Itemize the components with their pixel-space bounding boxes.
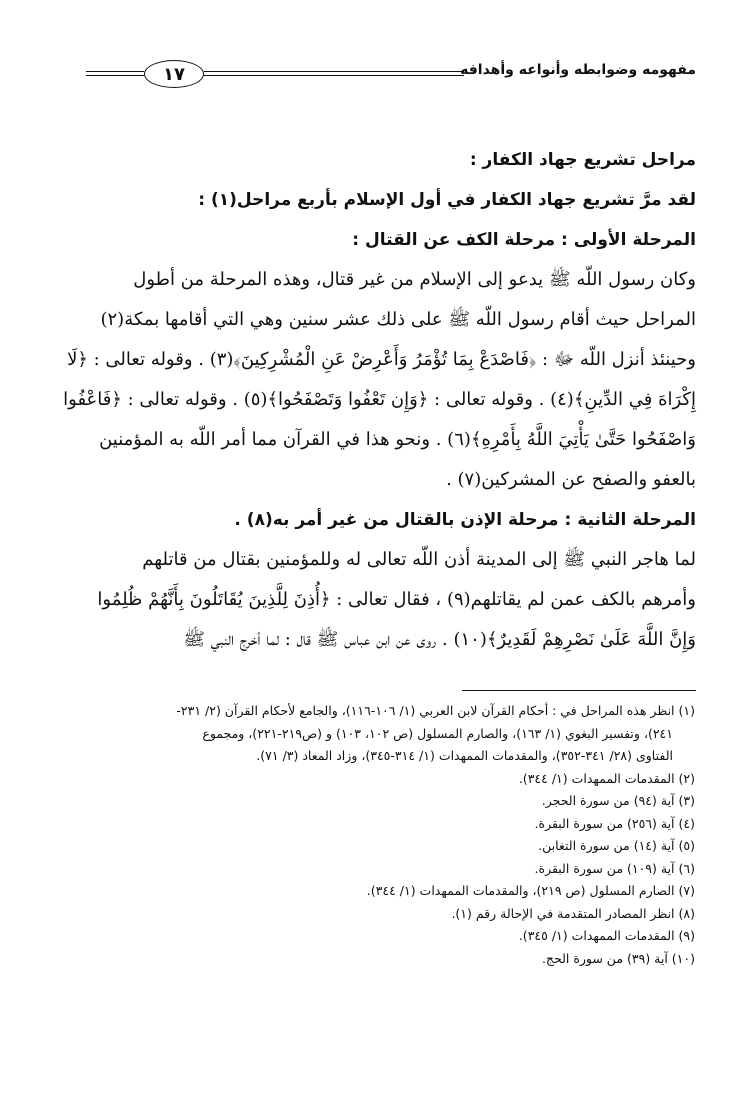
paragraph-line: وَاصْفَحُوا حَتَّىٰ يَأْتِيَ اللَّهُ بِأَمْرِهِ﴾(٦) . ونحو هذا في القرآن مما أمر اللّه به المؤمنين	[99, 429, 696, 450]
paragraph-line: وأمرهم بالكف عمن لم يقاتلهم(٩) ، فقال تعالى : ﴿أُذِنَ لِلَّذِينَ يُقَاتَلُونَ بِأَنَّهُمْ ظُلِمُوا	[97, 589, 696, 610]
footnote-continuation: الفتاوى (٢٨/ ٣٤١-٣٥٢)، والمقدمات الممهدات (١/ ٣١٤-٣٤٥)، وزاد المعاد (٣/ ٧١).	[256, 748, 673, 763]
paragraph-line: المراحل حيث أقام رسول اللّه ﷺ على ذلك عشر سنين وهي التي أقامها بمكة(٢)	[100, 309, 696, 330]
header-rule-left	[86, 71, 144, 76]
footnote-continuation: ٢٤١)، وتفسير البغوي (١/ ١٦٣)، والصارم المسلول (ص ١٠٢، ١٠٣) و (ص٢١٩-٢٢١)، ومجموع	[202, 725, 673, 741]
footnote-separator	[462, 690, 696, 691]
footnote: (٢) المقدمات الممهدات (١/ ٣٤٤).	[518, 770, 695, 786]
paragraph-line: وكان رسول اللّه ﷺ يدعو إلى الإسلام من غير قتال، وهذه المرحلة من أطول	[133, 269, 696, 290]
running-title: مفهومه وضوابطه وأنواعه وأهدافه	[460, 62, 696, 78]
main-text	[63, 140, 696, 660]
running-header	[86, 60, 696, 100]
footnote: (٥) آية (١٤) من سورة التغابن.	[538, 838, 695, 853]
paragraph-line: بالعفو والصفح عن المشركين(٧) .	[446, 469, 696, 490]
page-number: ١٧	[144, 60, 204, 88]
footnote: (٨) انظر المصادر المتقدمة في الإحالة رقم (١).	[451, 905, 695, 921]
paragraph-line: وحينئذ أنزل اللّه ﷻ : ﴿فَاصْدَعْ بِمَا تُؤْمَرُ وَأَعْرِضْ عَنِ الْمُشْرِكِينَ﴾(٣) . وقوله تعالى : ﴿لَا	[67, 349, 696, 370]
stage-one-heading: المرحلة الأولى : مرحلة الكف عن القتال :	[352, 230, 696, 250]
paragraph-line: لما هاجر النبي ﷺ إلى المدينة أذن اللّه تعالى له وللمؤمنين بقتال من قاتلهم	[142, 549, 696, 570]
footnote: (١٠) آية (٣٩) من سورة الحج.	[541, 950, 695, 966]
footnote: (٧) الصارم المسلول (ص ٢١٩)، والمقدمات الممهدات (١/ ٣٤٤).	[366, 883, 695, 898]
footnote: (٦) آية (١٠٩) من سورة البقرة.	[534, 860, 695, 876]
stage-two-heading: المرحلة الثانية : مرحلة الإذن بالقتال من غير أمر به(٨) .	[234, 510, 696, 530]
footnote: (٣) آية (٩٤) من سورة الحجر.	[541, 793, 695, 808]
footnotes	[55, 700, 695, 970]
paragraph-line: إِكْرَاهَ فِي الدِّينِ﴾(٤) . وقوله تعالى : ﴿وَإِن تَعْفُوا وَتَصْفَحُوا﴾(٥) . وقوله تعالى : ﴿فَاعْفُوا	[63, 389, 696, 410]
intro-heading: لقد مرَّ تشريع جهاد الكفار في أول الإسلام بأربع مراحل(١) :	[198, 190, 696, 210]
footnote: (٩) المقدمات الممهدات (١/ ٣٤٥).	[518, 928, 695, 943]
section-heading: مراحل تشريع جهاد الكفار :	[469, 150, 696, 170]
header-rule-middle	[204, 71, 464, 76]
footnote: (٤) آية (٢٥٦) من سورة البقرة.	[534, 815, 695, 831]
footnote: (١) انظر هذه المراحل في : أحكام القرآن لابن العربي (١/ ١٠٦-١١٦)، والجامع لأحكام القرآن (٢/ ٢٣١-	[176, 703, 695, 718]
paragraph-line: وَإِنَّ اللَّهَ عَلَىٰ نَصْرِهِمْ لَقَدِيرٌ﴾(١٠) . روى عن ابن عباس ﷺ قال : لما أخرج النبي ﷺ	[183, 629, 696, 650]
